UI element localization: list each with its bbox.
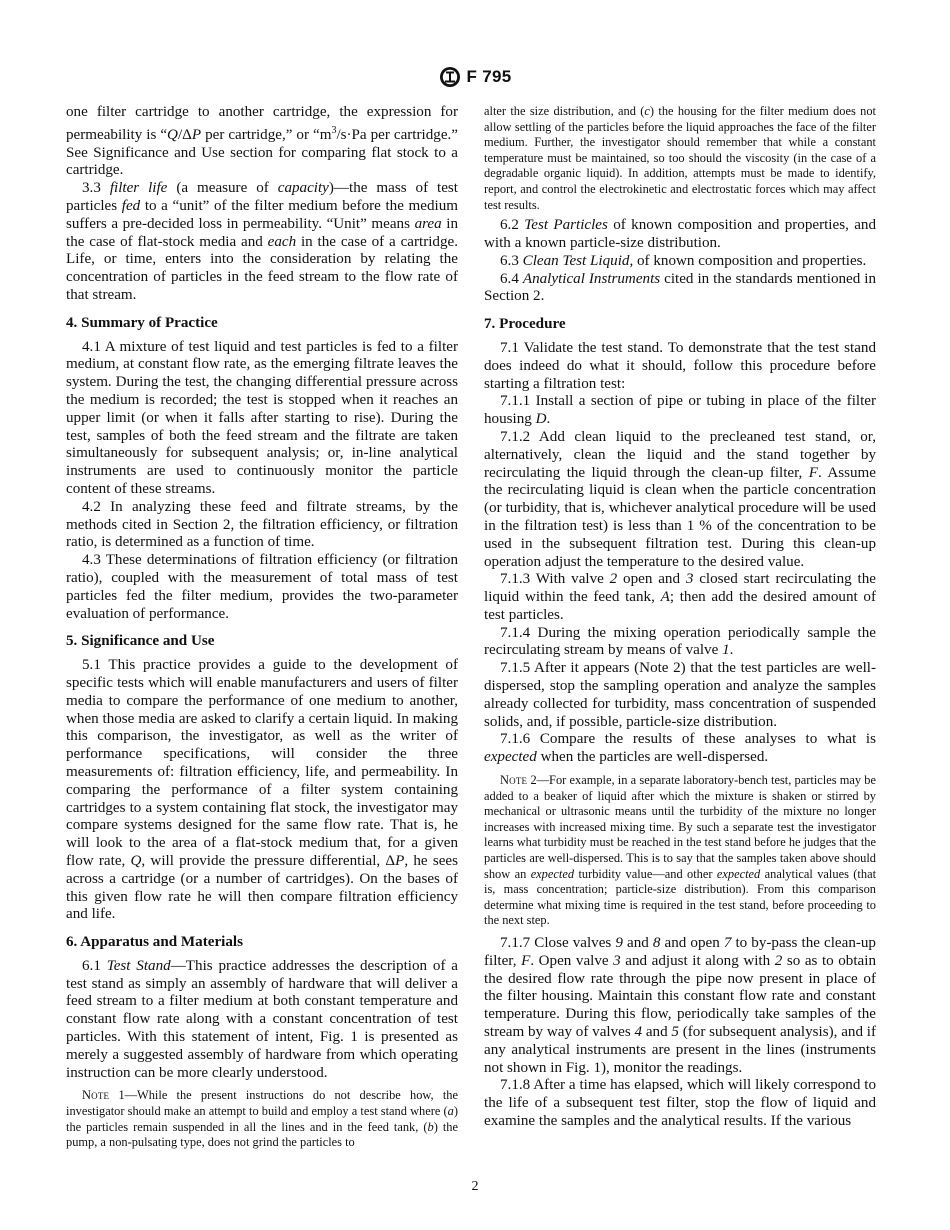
section-heading-5: 5. Significance and Use: [66, 633, 215, 650]
section-heading-4: 4. Summary of Practice: [66, 314, 218, 331]
paragraph-7-1-4: 7.1.4 During the mixing operation periodically sample the recirculating stream by means of valve 1.: [484, 624, 876, 659]
page-number: 2: [471, 1179, 479, 1194]
page-header: [0, 66, 950, 88]
right-column: [484, 104, 876, 1131]
paragraph-7-1-3: 7.1.3 With valve 2 open and 3 closed start recirculating the liquid within the feed tank, A; then add the desired amount of test particles.: [484, 571, 876, 623]
paragraph-7-1-8: 7.1.8 After a time has elapsed, which will likely correspond to the life of a subsequent test filter, stop the flow of liquid and examine the samples and the analytical results. If the various: [484, 1077, 876, 1129]
section-heading-7: 7. Procedure: [484, 316, 566, 333]
paragraph-7-1: 7.1 Validate the test stand. To demonstrate that the test stand does indeed do what it should, follow this procedure before starting a filtration test:: [484, 339, 876, 392]
section-heading-6: 6. Apparatus and Materials: [66, 934, 243, 951]
paragraph-4-3: 4.3 These determinations of filtration efficiency (or filtration ratio), coupled with the measurement of total mass of test particles fed the filter medium, provides the two-parameter evaluation of performance.: [66, 552, 458, 622]
paragraph-4-2: 4.2 In analyzing these feed and filtrate streams, by the methods cited in Section 2, the filtration efficiency, or filtration ratio, is determined as a function of time.: [66, 498, 458, 551]
paragraph-7-1-6: 7.1.6 Compare the results of these analyses to what is expected when the particles are well-dispersed.: [484, 731, 876, 766]
paragraph-7-1-1: 7.1.1 Install a section of pipe or tubing in place of the filter housing D.: [484, 393, 876, 428]
paragraph-3-3: 3.3 filter life (a measure of capacity)—the mass of test particles fed to a “unit” of the filter medium before the medium suffers a pre-decided loss in permeability. “Unit” means area in the case of flat-stock media and each in the case of a cartridge. Life, or time, enters into the consideration by relating the concentration of particles in the feed stream to the flow rate of that stream.: [66, 180, 459, 303]
standard-designation: F 795: [466, 67, 512, 86]
paragraph-7-1-2: 7.1.2 Add clean liquid to the precleaned test stand, or, alternatively, clean the liquid and the stand together by recirculating the liquid through the clean-up filter, F. Assume the recirculating liquid is clean when the particle concentration (or turbidity, that is, whichever analytical procedure will be used in the filtration test) is less than 1 % of the concentration to be used in the subsequent filtration test. During this clean-up operation adjust the temperature to the desired value.: [484, 428, 876, 570]
note-1: Note 1—While the present instructions do not describe how, the investigator should make an attempt to build and employ a test stand where (a) the particles remain suspended in all the lines and in the feed tank, (b) the pump, a non-pulsating type, does not grind the particles to: [66, 1088, 458, 1150]
note-1-continued: alter the size distribution, and (c) the housing for the filter medium does not allow settling of the particles before the liquid approaches the face of the filter medium. Further, the investigator should remember that while a constant temperature must be maintained, so too should the viscosity (in the case of a degradable organic liquid). In addition, attempts must be made to identify, report, and control the electrokinetic and electrostatic forces which may affect test results.: [484, 104, 877, 212]
paragraph-6-2: 6.2 Test Particles of known composition and properties, and with a known particle-size distribution.: [484, 217, 876, 251]
paragraph-6-1: 6.1 Test Stand—This practice addresses the description of a test stand as simply an assembly of hardware that will deliver a feed stream to a filter medium at both constant temperature and constant flow rate along with a constant concentration of test particles. With this statement of intent, Fig. 1 is presented as merely a suggested assembly of hardware from which operating instruction can be more clearly understood.: [66, 957, 458, 1081]
paragraph-5-1: 5.1 This practice provides a guide to the development of specific tests which will enable manufacturers and users of filter media to compare the performance of one medium to another, when those media are asked to clarify a certain liquid. In making this comparison, the investigator, as well as the writer of performance specifications, will consider the three measurements of: filtration efficiency, life, and permeability. In comparing the performance of a filter system containing cartridges to a system containing flat stock, the investigator may compare systems designed for the same flow rate. That is, he will look to the area of a flat-stock medium that, for a given flow rate, Q, will provide the pressure differential, ΔP, he sees across a cartridge (or a number of cartridges). On the bases of this given flow rate he will then compare filtration efficiency and life.: [66, 657, 458, 923]
paragraph-7-1-7: 7.1.7 Close valves 9 and 8 and open 7 to by-pass the clean-up filter, F. Open valve 3 and adjust it along with 2 so as to obtain the desired flow rate through the pipe now present in place of the filter housing. Maintain this constant flow rate and constant temperature. During this flow, periodically take samples of the stream by way of valves 4 and 5 (for subsequent analysis), and if any analytical instruments are present in the lines (instruments not shown in Fig. 1), monitor the readings.: [484, 935, 876, 1076]
paragraph-6-3: 6.3 Clean Test Liquid, of known composition and properties.: [500, 252, 867, 269]
left-column: [66, 104, 458, 1157]
paragraph-6-4: 6.4 Analytical Instruments cited in the standards mentioned in Section 2.: [484, 270, 877, 305]
note-2: Note 2—For example, in a separate laboratory-bench test, particles may be added to a beaker of liquid after which the mixture is shaken or stirred by mechanical or ultrasonic means until the turbidity of the mixture no longer increases with increased mixing time. By such a separate test the investigator learns what turbidity must be reached in the test stand before he judges that the particles are well-dispersed. This is to say that the samples taken above should show an expected turbidity value—and other expected analytical values (that is, mass concentration; particle-size distribution). From this comparison determine what mixing time is required in the test stand, before proceeding to the next step.: [484, 773, 877, 928]
paragraph-3-2-continued: one filter cartridge to another cartridge, the expression for permeability is “Q/ΔP per cartridge,” or “$m^3/s\cdot Pa$ per cartridge.” See Significance and Use section for comparing flat stock to a cartridge.: [66, 104, 458, 179]
astm-logo-icon: [439, 66, 461, 88]
paragraph-4-1: 4.1 A mixture of test liquid and test particles is fed to a filter medium, at constant flow rate, as the emerging filtrate leaves the system. During the test, the changing differential pressure across the medium is recorded; the test is stopped when it reaches an upper limit (or when it falls after starting to rise). During the test, samples of both the feed stream and the filtrate are taken simultaneously for subsequent analysis; or, in-line analytical instruments are used to continuously monitor the particle content of these streams.: [66, 338, 458, 497]
paragraph-7-1-5: 7.1.5 After it appears (Note 2) that the test particles are well-dispersed, stop the sampling operation and analyze the samples already collected for turbidity, mass concentration of suspended solids, and, if possible, particle-size distribution.: [484, 660, 876, 730]
